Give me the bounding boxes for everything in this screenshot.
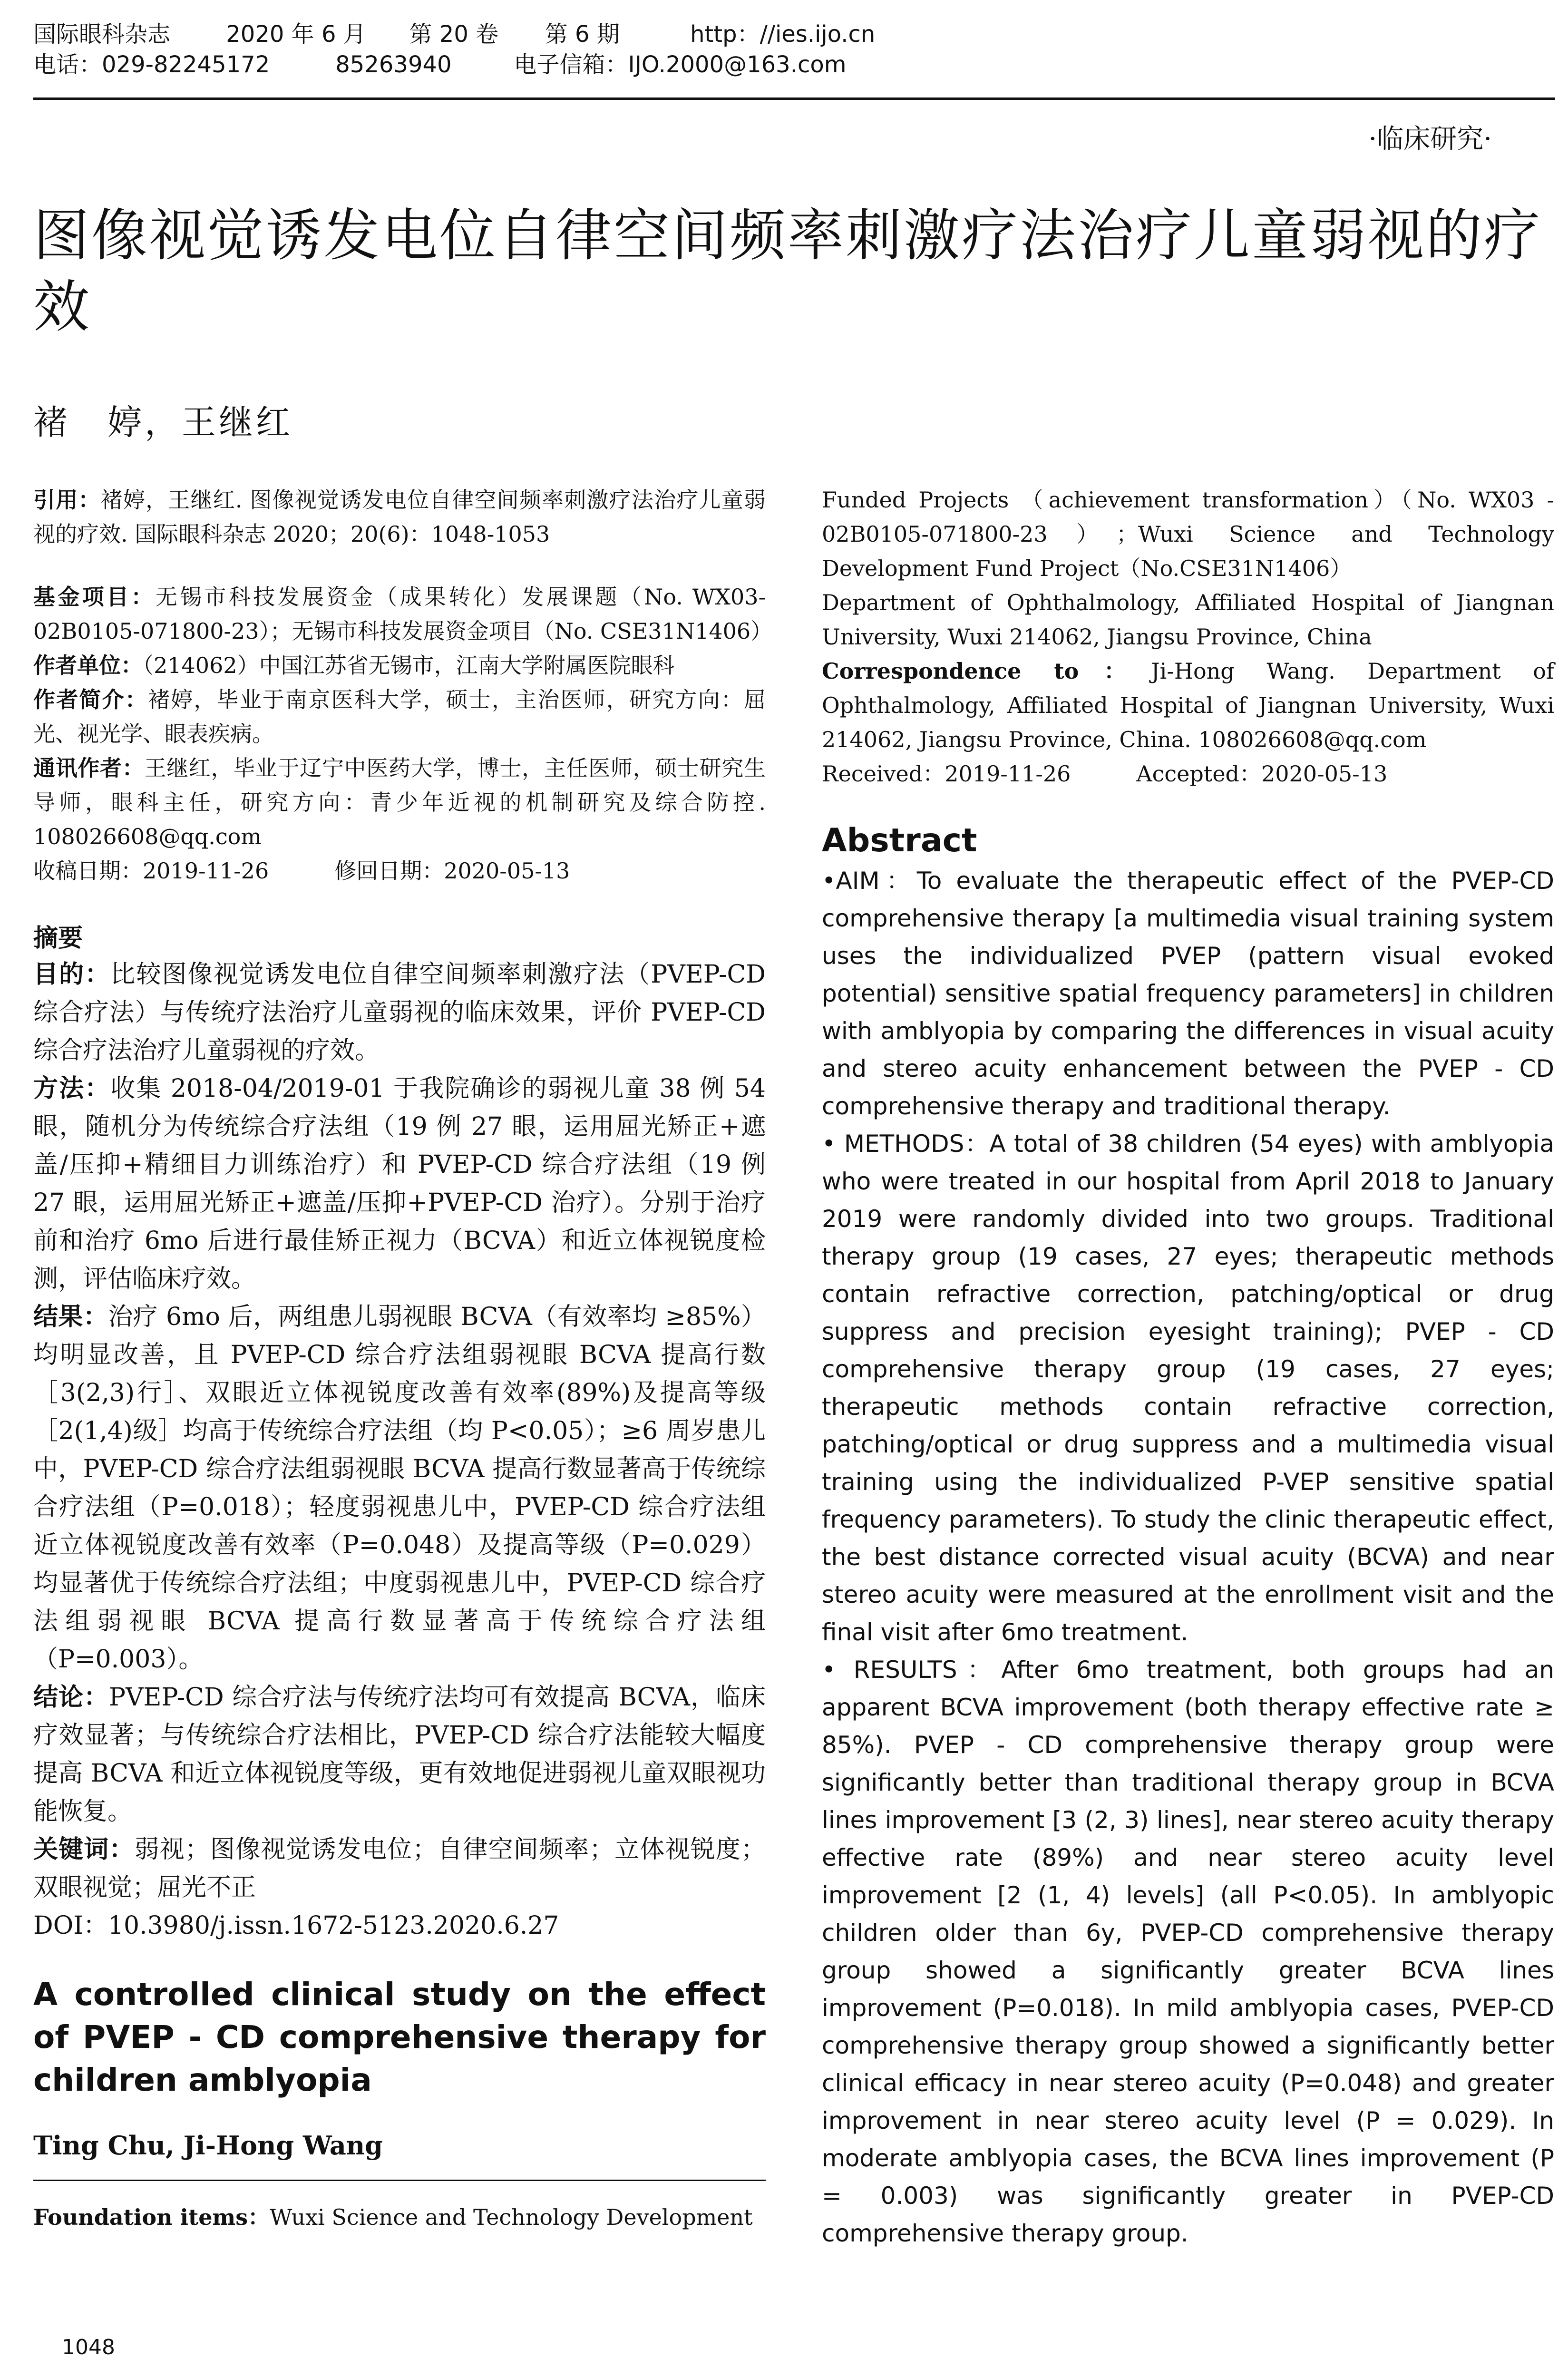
correspondence-en: Correspondence to：Ji-Hong Wang. Department of Ophthalmology, Affiliated Hospital of Jiangnan University, Wuxi 214062, Jiangsu Province, China. 108026608@qq.com [822, 658, 1554, 752]
abstract-aim-en: •AIM：To evaluate the therapeutic effect of the PVEP-CD comprehensive therapy [a multimedia visual training system uses the individualized PVEP (pattern visual evoked potential) sensitive spatial frequency parameters] in children with amblyopia by comparing the differences in visual acuity and stereo acuity enhancement between the PVEP - CD comprehensive therapy and traditional therapy. [822, 867, 1554, 1120]
abstract-results: 结果：治疗 6mo 后，两组患儿弱视眼 BCVA（有效率均 ≥85%）均明显改善，且 PVEP-CD 综合疗法组弱视眼 BCVA 提高行数［3(2,3)行］、双眼近立体视锐度改善有效率(89%)及提高等级［2(1,4)级］均高于传统综合疗法组（均 P<0.05）；≥6 周岁患儿中，PVEP-CD 综合疗法组弱视眼 BCVA 提高行数显著高于传统综合疗法组（P=0.018）；轻度弱视患儿中，PVEP-CD 综合疗法组近立体视锐度改善有效率（P=0.048）及提高等级（P=0.029）均显著优于传统综合疗法组；中度弱视患儿中，PVEP-CD 综合疗法组弱视眼 BCVA 提高行数显著高于传统综合疗法组（P=0.003）。 [33, 1303, 766, 1674]
authors-en: Ting Chu, Ji-Hong Wang [33, 2130, 383, 2161]
journal-name: 国际眼科杂志 [33, 21, 171, 48]
funded-projects: Funded Projects （achievement transformation）（No. WX03 - 02B0105-071800-23）；Wuxi Science and Technology Development Fund Project（No.CSE31N1406） [822, 487, 1554, 581]
corresponding-author: 通讯作者：王继红，毕业于辽宁中医药大学，博士，主任医师，硕士研究生导师，眼科主任，研究方向：青少年近视的机制研究及综合防控. 108026608@qq.com [33, 755, 766, 849]
phone-2: 85263940 [335, 51, 452, 78]
header-line-2 [33, 49, 1555, 80]
phone: 电话：029-82245172 [33, 51, 270, 78]
article-title-cn: 图像视觉诱发电位自律空间频率刺激疗法治疗儿童弱视的疗效 [33, 203, 1542, 340]
section-tag: ·临床研究· [1368, 124, 1492, 155]
keywords: 关键词：弱视；图像视觉诱发电位；自律空间频率；立体视锐度；双眼视觉；屈光不正 [33, 1835, 766, 1902]
dates-cn: 收稿日期：2019-11-26 修回日期：2020-05-13 [33, 858, 570, 884]
author-unit: 作者单位：（214062）中国江苏省无锡市，江南大学附属医院眼科 [33, 653, 675, 678]
abstract-en [822, 862, 1554, 2252]
issue-date: 2020 年 6 月 [226, 21, 366, 48]
left-column [33, 483, 773, 2234]
foundation-items: Foundation items：Wuxi Science and Technology Development [33, 2204, 753, 2230]
abstract-methods: 方法：收集 2018-04/2019-01 于我院确诊的弱视儿童 38 例 54 眼，随机分为传统综合疗法组（19 例 27 眼，运用屈光矫正+遮盖/压抑+精细目力训练治疗）和 PVEP-CD 综合疗法组（19 例 27 眼，运用屈光矫正+遮盖/压抑+PVEP-CD 治疗）。分别于治疗前和治疗 6mo 后进行最佳矫正视力（BCVA）和近立体视锐度检测，评估临床疗效。 [33, 1074, 766, 1293]
abstract-conclusion: 结论：PVEP-CD 综合疗法与传统疗法均可有效提高 BCVA，临床疗效显著；与传统综合疗法相比，PVEP-CD 综合疗法能较大幅度提高 BCVA 和近立体视锐度等级，更有效地促进弱视儿童双眼视功能恢复。 [33, 1683, 766, 1826]
abstract-methods-en: • METHODS：A total of 38 children (54 eyes) with amblyopia who were treated in our hospital from April 2018 to January 2019 were randomly divided into two groups. Traditional therapy group (19 cases, 27 eyes; therapeutic methods contain refractive correction, patching/optical or drug suppress and precision eyesight training); PVEP - CD comprehensive therapy group (19 cases, 27 eyes; therapeutic methods contain refractive correction, patching/optical or drug suppress and a multimedia visual training using the individualized P-VEP sensitive spatial frequency parameters). To study the clinic therapeutic effect, the best distance corrected visual acuity (BCVA) and near stereo acuity were measured at the enrollment visit and the final visit after 6mo treatment. [822, 1130, 1554, 1646]
fund-info: 基金项目：无锡市科技发展资金（成果转化）发展课题（No. WX03-02B0105-071800-23）；无锡市科技发展资金项目（No. CSE31N1406） [33, 584, 773, 644]
issue-number: 第 6 期 [545, 21, 620, 48]
authors-cn: 褚 婷，王继红 [33, 402, 293, 442]
right-column [822, 483, 1554, 2252]
abstract-cn [33, 955, 766, 1945]
doi[interactable]: DOI：10.3980/j.issn.1672-5123.2020.6.27 [33, 1911, 559, 1940]
header-rule [33, 97, 1555, 100]
journal-url[interactable]: http：//ies.ijo.cn [690, 21, 876, 48]
abstract-heading-cn: 摘要 [33, 924, 83, 953]
department-en: Department of Ophthalmology, Affiliated Hospital of Jiangnan University, Wuxi 214062, Jiangsu Province, China [822, 590, 1554, 650]
citation: 引用：褚婷，王继红. 图像视觉诱发电位自律空间频率刺激疗法治疗儿童弱视的疗效. 国际眼科杂志 2020；20(6)：1048-1053 [33, 487, 766, 547]
author-rule [33, 2180, 766, 2181]
abstract-purpose: 目的：比较图像视觉诱发电位自律空间频率刺激疗法（PVEP-CD 综合疗法）与传统疗法治疗儿童弱视的临床效果，评价 PVEP-CD 综合疗法治疗儿童弱视的疗效。 [33, 960, 766, 1065]
abstract-results-en: • RESULTS：After 6mo treatment, both groups had an apparent BCVA improvement (both therapy effective rate ≥ 85%). PVEP - CD comprehensive therapy group were significantly better than traditional therapy group in BCVA lines improvement [3 (2, 3) lines], near stereo acuity therapy effective rate (89%) and near stereo acuity level improvement [2 (1, 4) levels] (all P<0.05). In amblyopic children older than 6y, PVEP-CD comprehensive therapy group showed a significantly greater BCVA lines improvement (P=0.018). In mild amblyopia cases, PVEP-CD comprehensive therapy group showed a significantly better clinical efficacy in near stereo acuity (P=0.048) and greater improvement in near stereo acuity level (P = 0.029). In moderate amblyopia cases, the BCVA lines improvement (P = 0.003) was significantly greater in PVEP-CD comprehensive therapy group. [822, 1656, 1554, 2247]
volume: 第 20 卷 [409, 21, 499, 48]
abstract-heading-en: Abstract [822, 822, 977, 859]
email[interactable]: 电子信箱：IJO.2000@163.com [514, 51, 847, 78]
journal-header [33, 19, 1555, 80]
header-line-1 [33, 19, 1555, 49]
article-title-en: A controlled clinical study on the effect of PVEP - CD comprehensive therapy for children amblyopia [33, 1976, 766, 2098]
dates-en: Received：2019-11-26 Accepted：2020-05-13 [822, 761, 1388, 787]
page-number: 1048 [62, 2335, 115, 2359]
author-bio: 作者简介：褚婷，毕业于南京医科大学，硕士，主治医师，研究方向：屈光、视光学、眼表疾病。 [33, 687, 766, 747]
